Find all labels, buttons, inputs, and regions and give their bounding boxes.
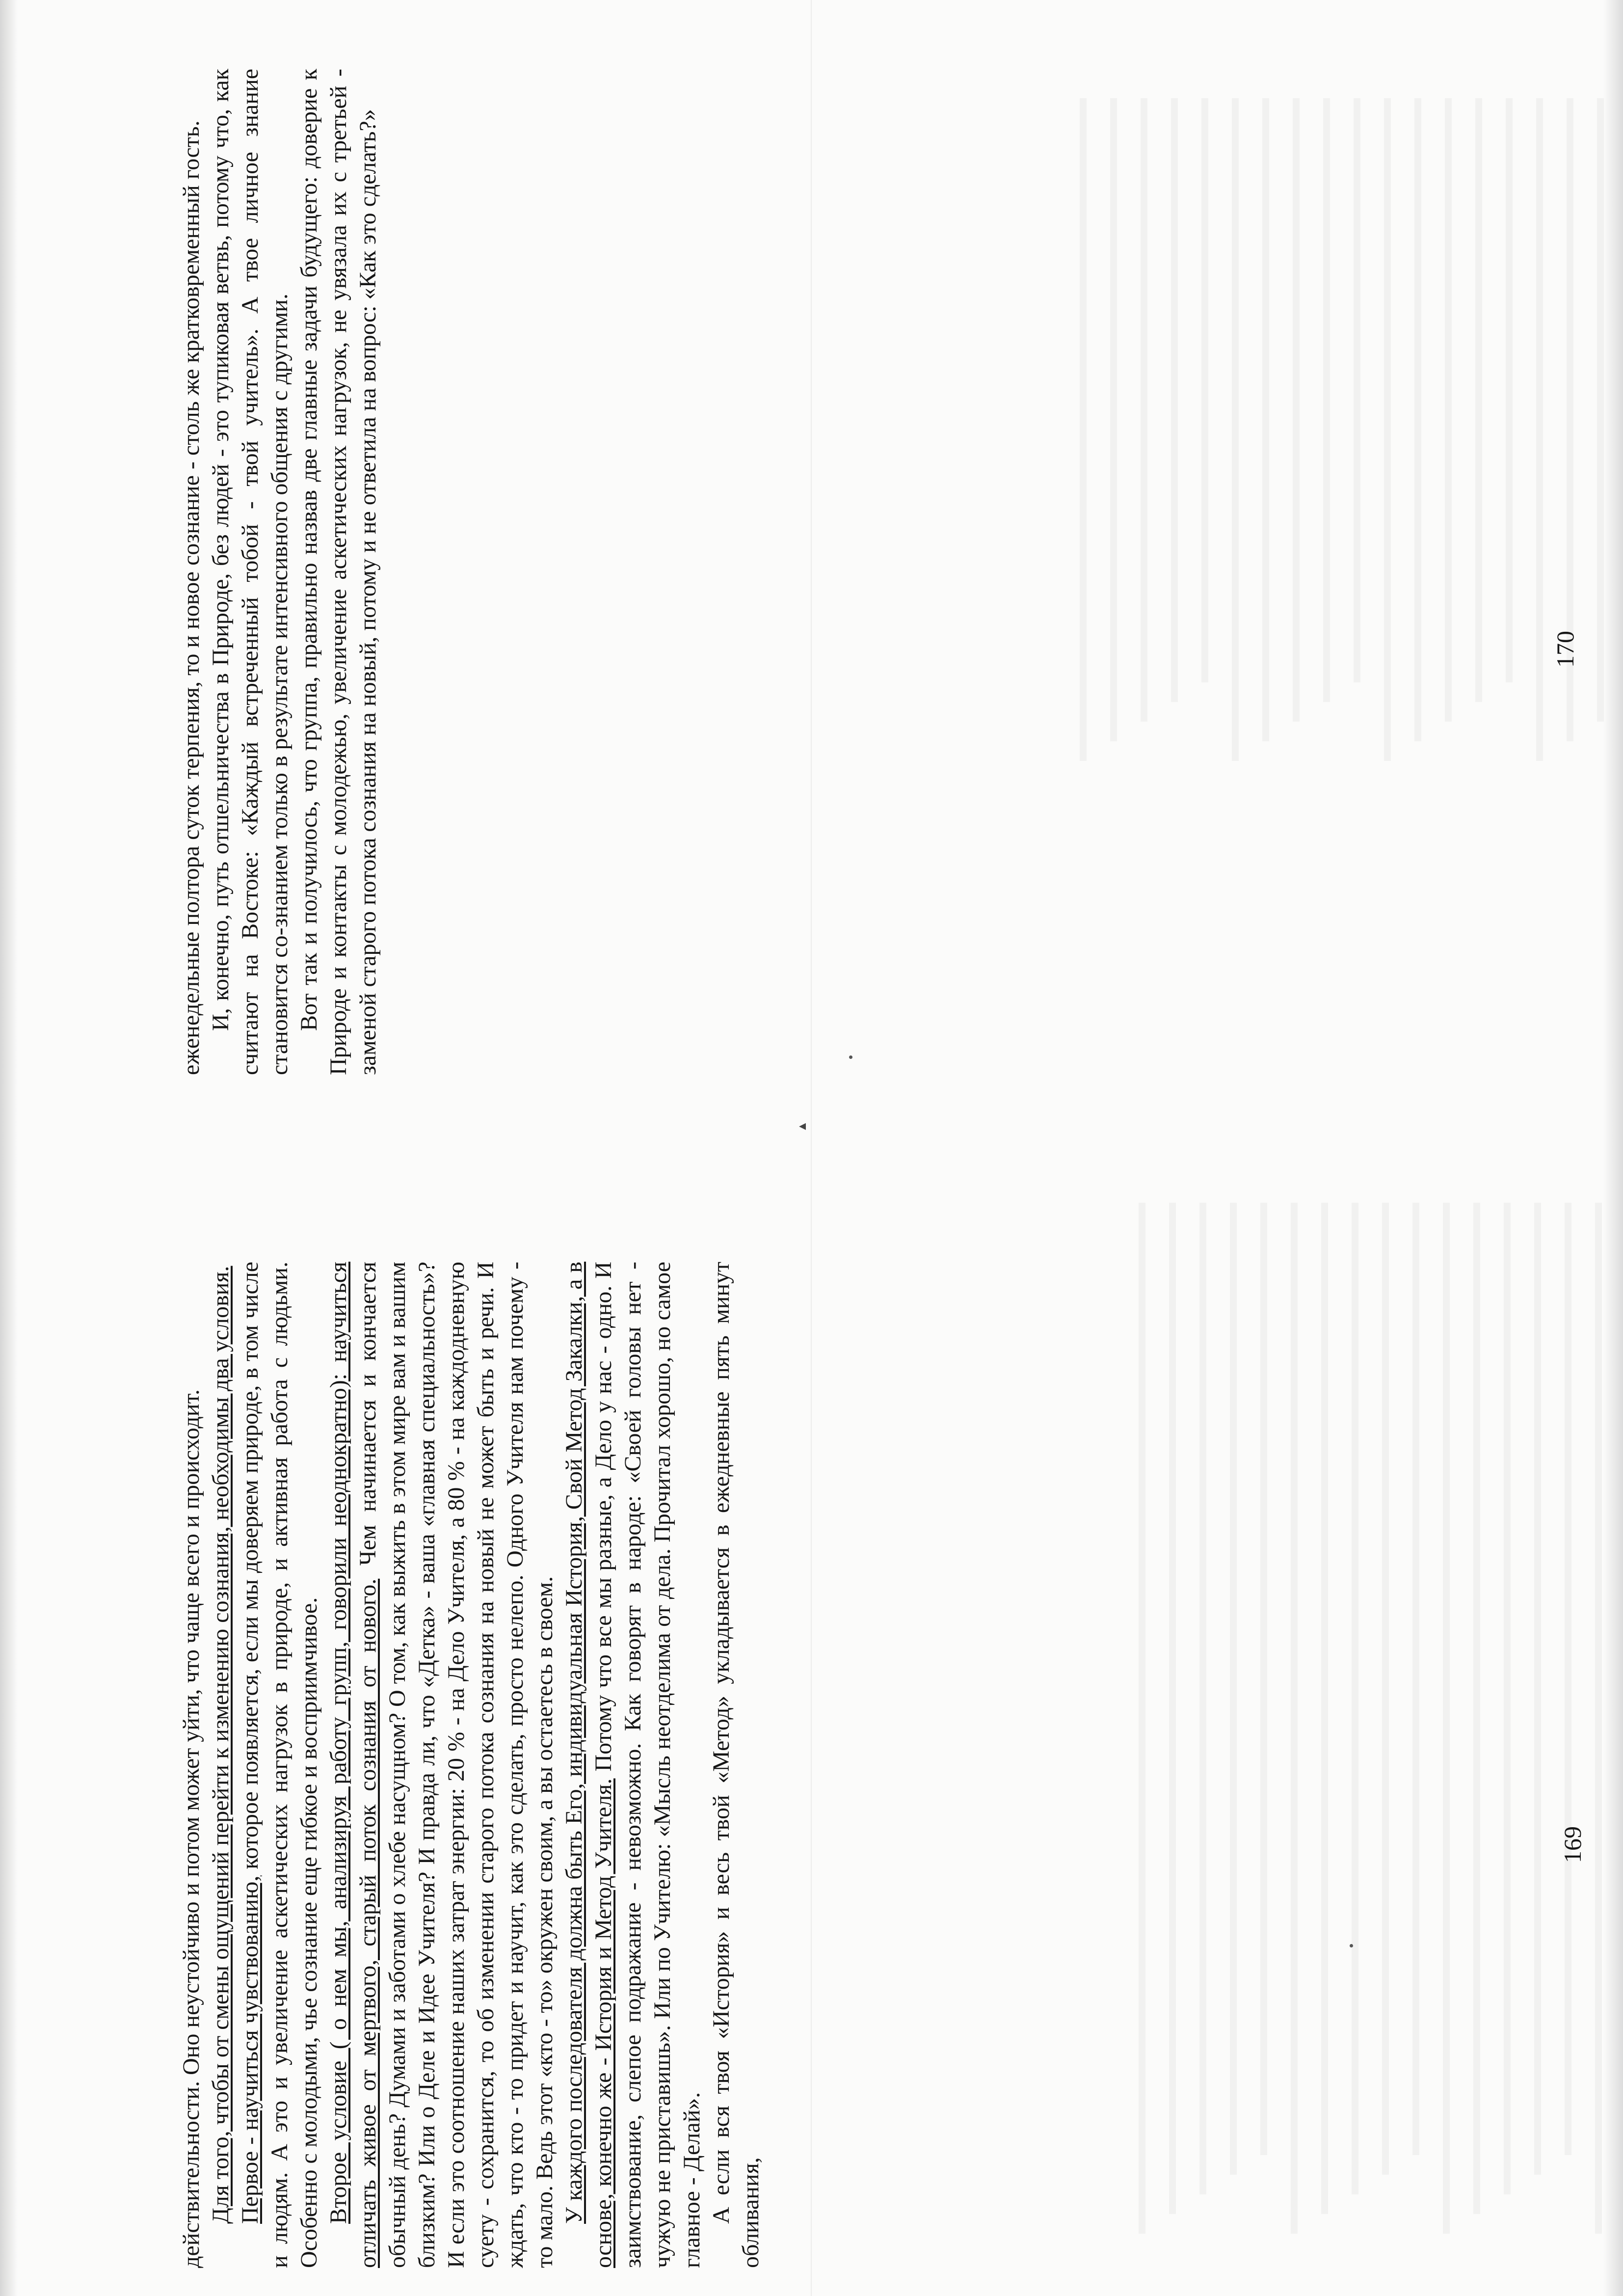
text-run: Чем начинается и кончается обычный день? Думами и заботами о хлебе насущном? О том, как выжить в этом мире вам и вашим близким? Или о Деле и Идее Учителя? И правда ли, что «Детка» - ваша «главная специальность»? И если это соотношение наших затрат энергии: 20 % - на Дело Учителя, а 80 % - на каждодневную суету - сохранится, то об изменении старого потока сознания на новый не может быть и речи. И ждать, что кто - то придет и научит, как это сделать, просто нелепо. Одного Учителя нам почему - то мало. Ведь этот «кто - то» окружен своим, а вы остаетесь в своем. bbox=[355, 1261, 558, 2268]
text-run: И, конечно, путь отшельничества в Природе, без людей - это тупиковая ветвь, потому что, как считают на Востоке: «Каждый встреченный тобой - твой учитель». А твое личное знание становится со-знанием только в результате интенсивного общения с другими. bbox=[208, 69, 293, 1075]
bleed-through-line bbox=[1504, 1203, 1511, 2194]
bleed-through-line bbox=[1232, 98, 1239, 761]
bleed-through-line bbox=[1201, 98, 1208, 682]
bleed-through-line bbox=[1354, 98, 1360, 682]
bleed-through-line bbox=[1171, 98, 1178, 702]
paragraph bbox=[177, 1262, 206, 2268]
paragraph bbox=[236, 1262, 324, 2268]
bleed-through-line bbox=[1473, 1203, 1480, 2214]
bleed-through-line bbox=[1506, 98, 1513, 682]
underlined-text: Для того, чтобы от смены ощущений перейти к изменению сознания, необходимы два условия. bbox=[208, 1266, 234, 2224]
bleed-through-line bbox=[1293, 98, 1300, 722]
bleed-through-line bbox=[1262, 98, 1269, 741]
bleed-through-line bbox=[1443, 1203, 1450, 2234]
bleed-through-line bbox=[1080, 98, 1087, 761]
paragraph bbox=[324, 1262, 559, 2268]
page-number-170: 170 bbox=[1551, 631, 1579, 668]
underlined-text: Первое - научиться чувствованию, bbox=[237, 1875, 263, 2224]
bleed-through-line bbox=[1199, 1203, 1206, 2194]
paragraph bbox=[559, 1262, 707, 2268]
bleed-through-line bbox=[1230, 1203, 1237, 2175]
page-170-text bbox=[177, 69, 383, 1075]
paragraph bbox=[294, 69, 383, 1075]
bleed-through-line bbox=[1412, 1203, 1419, 2155]
text-run: А если вся твоя «История» и весь твой «Метод» укладывается в ежедневные пять минут обливания, bbox=[708, 1262, 764, 2268]
bleed-through-line bbox=[1595, 1203, 1602, 2234]
bleed-through-line bbox=[1534, 1203, 1541, 2175]
bleed-through-line bbox=[1321, 1203, 1328, 2214]
page-169-text bbox=[177, 1262, 766, 2268]
text-run: Потому что все мы разные, а Дело у нас - одно. И заимствование, слепое подражание - невозможно. Как говорят в народе: «Своей головы нет - чужую не приставишь». Или по Учителю: «Мысль неотделима от дела. Прочитал хорошо, но самое главное - Делай». bbox=[590, 1261, 705, 2268]
fold-arrow-mark: ◂ bbox=[799, 1117, 806, 1134]
bleed-through-line bbox=[1141, 98, 1147, 722]
bleed-through-line bbox=[1139, 1203, 1145, 2234]
paragraph bbox=[206, 69, 294, 1075]
bleed-through-line bbox=[1291, 1203, 1298, 2234]
bleed-through-line bbox=[1536, 98, 1543, 761]
underlined-text: Второе условие ( о нем мы, анализируя работу групп, говорили неоднократно): научиться отличать живое от мертвого, старый поток сознания от нового. bbox=[325, 1262, 381, 2268]
bleed-through-line bbox=[1565, 1203, 1571, 2155]
bleed-through-line bbox=[1475, 98, 1482, 702]
bleed-through-line bbox=[1323, 98, 1330, 702]
bleed-through-line bbox=[1110, 98, 1117, 741]
page-number-169: 169 bbox=[1559, 1826, 1586, 1863]
text-run: еженедельные полтора суток терпения, то и новое сознание - столь же кратковременный гость. bbox=[178, 120, 204, 1075]
bleed-through-line bbox=[1384, 98, 1391, 761]
bleed-through-line bbox=[1260, 1203, 1267, 2155]
text-run: которое появляется, если мы доверяем природе, в том числе и людям. А это и увеличение аскетических нагрузок в природе, и активная работа с людьми. Особенно с молодыми, чье сознание еще гибкое и восприимчивое. bbox=[237, 1262, 322, 2268]
underlined-text: У каждого последователя должна быть Его, индивидуальная История, Свой Метод Закалки, а в основе, конечно же - История и Метод Учителя. bbox=[561, 1262, 616, 2268]
bleed-through-line bbox=[1382, 1203, 1389, 2175]
paragraph bbox=[206, 1262, 236, 2268]
bleed-through-line bbox=[1597, 98, 1604, 722]
paragraph bbox=[177, 69, 206, 1075]
paragraph bbox=[707, 1262, 766, 2268]
bleed-through-line bbox=[1352, 1203, 1358, 2194]
bleed-through-line bbox=[1169, 1203, 1176, 2214]
bleed-through-line bbox=[1414, 98, 1421, 741]
bleed-through-line bbox=[1445, 98, 1452, 722]
text-run: Вот так и получилось, что группа, правильно назвав две главные задачи будущего: доверие к Природе и контакты с молодежью, увеличение аскетических нагрузок, не увязала их с третьей - заменой старого потока сознания на новый, потому и не ответила на вопрос: «Как это сделать?» bbox=[296, 69, 381, 1075]
text-run: действительности. Оно неустойчиво и потом может уйти, что чаще всего и происходит. bbox=[178, 1389, 204, 2268]
